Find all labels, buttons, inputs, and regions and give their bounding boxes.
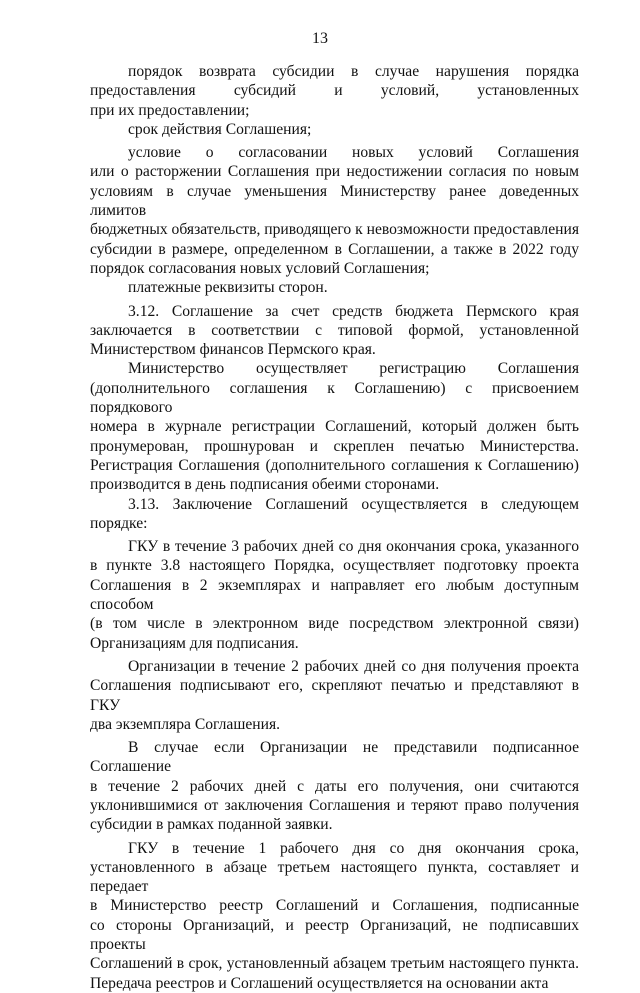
text-line: Передача реестров и Соглашений осуществляется на основании акта: [90, 974, 549, 992]
text-line: в Министерство реестр Соглашений и Соглашения, подписанные: [90, 897, 579, 915]
text-line: предоставления субсидий и условий, установленных: [90, 82, 579, 100]
text-line: Соглашения в 2 экземплярах и направляет его любым доступным способом: [90, 576, 579, 614]
page-number: 13: [312, 30, 328, 47]
text-line: 3.13. Заключение Соглашений осуществляется в следующем: [128, 495, 579, 513]
text-line: платежные реквизиты сторон.: [128, 279, 328, 297]
text-line: субсидии в рамках поданной заявки.: [90, 816, 333, 834]
text-line: порядок согласования новых условий Соглашения;: [90, 259, 430, 277]
text-line: Соглашений в срок, установленный абзацем третьим настоящего пункта.: [90, 955, 579, 973]
text-line: условие о согласовании новых условий Соглашения: [128, 144, 579, 162]
paragraph: [90, 738, 579, 834]
paragraph: [90, 120, 579, 139]
text-line: порядке:: [90, 514, 148, 532]
text-line: (дополнительного соглашения к Соглашению) с присвоением порядкового: [90, 379, 579, 417]
text-line: порядок возврата субсидии в случае нарушения порядка: [128, 63, 579, 80]
text-line: или о расторжении Соглашения при недостижении согласия по новым: [90, 163, 579, 181]
text-line: бюджетных обязательств, приводящего к невозможности предоставления: [90, 221, 579, 239]
text-line: номера в журнале регистрации Соглашений, который должен быть: [90, 418, 579, 436]
text-line: Министерством финансов Пермского края.: [90, 341, 376, 359]
text-line: В случае если Организации не представили подписанное Соглашение: [90, 739, 579, 776]
text-line: ГКУ в течение 3 рабочих дней со дня окончания срока, указанного: [128, 538, 579, 556]
text-line: субсидии в размере, определенном в Соглашении, а также в 2022 году: [90, 240, 579, 258]
text-line: Организациям для подписания.: [90, 634, 299, 652]
paragraph: [90, 278, 579, 297]
text-line: (в том числе в электронном виде посредством электронной связи): [90, 615, 579, 633]
paragraph: [90, 302, 579, 360]
text-line: в течение 2 рабочих дней с даты его получения, они считаются: [90, 777, 579, 795]
paragraph: [90, 657, 579, 734]
text-line: 3.12. Соглашение за счет средств бюджета Пермского края: [128, 302, 579, 320]
text-line: условиям в случае уменьшения Министерству ранее доведенных лимитов: [90, 182, 579, 220]
text-line: заключается в соответствии с типовой формой, установленной: [90, 321, 579, 339]
paragraph: [90, 537, 579, 653]
text-line: ГКУ в течение 1 рабочего дня со дня окончания срока,: [128, 839, 579, 857]
paragraph: [90, 143, 579, 278]
text-line: в пункте 3.8 настоящего Порядка, осуществляет подготовку проекта: [90, 557, 579, 575]
text-line: со стороны Организаций, и реестр Организаций, не подписавших проекты: [90, 916, 579, 954]
text-line: Министерство осуществляет регистрацию Соглашения: [128, 360, 579, 378]
text-line: Организации в течение 2 рабочих дней со дня получения проекта: [128, 657, 579, 675]
paragraph: [90, 839, 579, 993]
text-line: Регистрация Соглашения (дополнительного соглашения к Соглашению): [90, 456, 579, 474]
paragraph: [90, 359, 579, 494]
text-line: срок действия Соглашения;: [128, 120, 312, 138]
text-line: пронумерован, прошнурован и скреплен печатью Министерства.: [90, 437, 579, 455]
text-line: два экземпляра Соглашения.: [90, 715, 281, 733]
text-line: при их предоставлении;: [90, 101, 250, 119]
document-body: [90, 62, 579, 993]
paragraph: [90, 495, 579, 534]
text-line: установленного в абзаце третьем настоящего пункта, составляет и передает: [90, 858, 579, 896]
paragraph: [90, 62, 579, 120]
text-line: Соглашения подписывают его, скрепляют печатью и представляют в ГКУ: [90, 677, 579, 714]
text-line: уклонившимися от заключения Соглашения и теряют право получения: [90, 796, 579, 814]
text-line: производится в день подписания обеими сторонами.: [90, 476, 440, 494]
